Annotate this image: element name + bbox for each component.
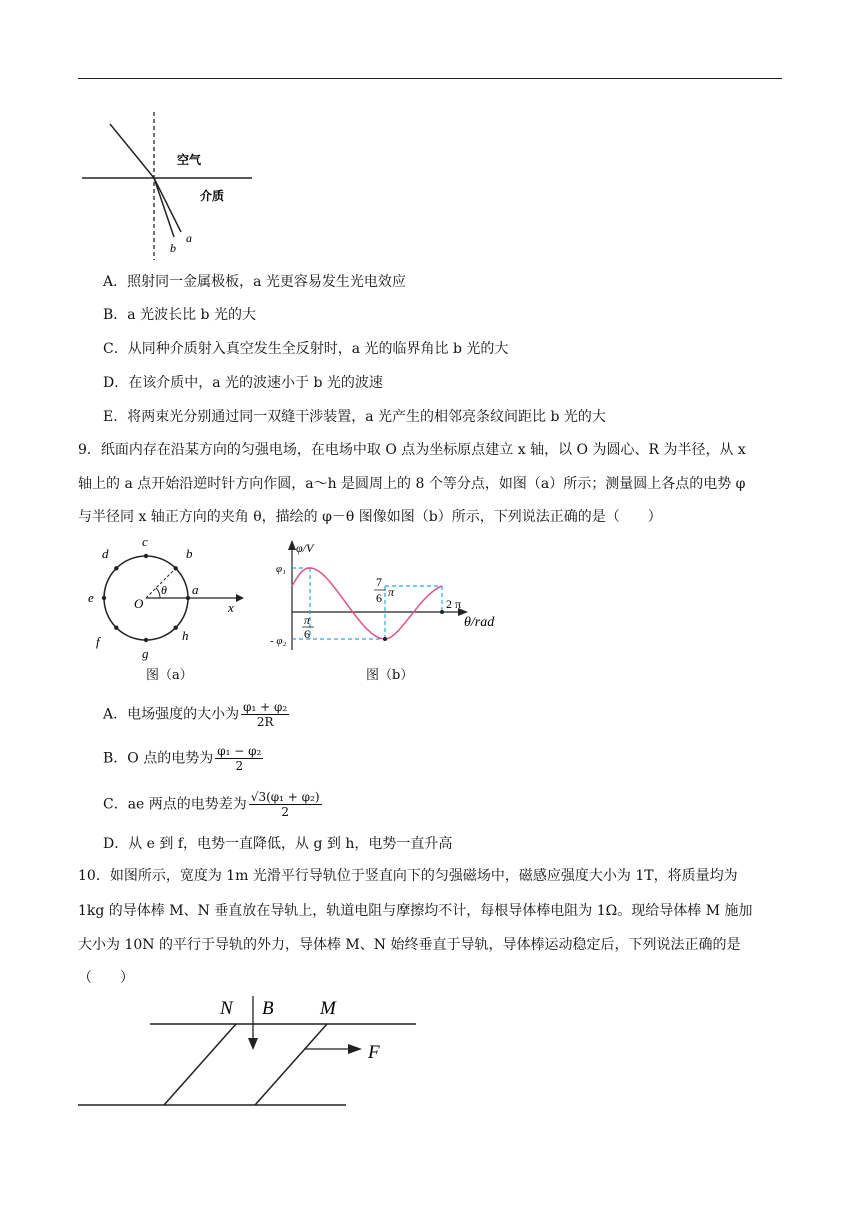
rails-figure [76, 992, 426, 1112]
svg-text:a: a [192, 582, 199, 597]
q9-option-c: C．ae 两点的电势差为 $\frac{\text{√3(φ₁ + φ₂)}}{2}$ [103, 790, 320, 819]
q9-stem-line3: 与半径同 x 轴正方向的夹角 θ，描绘的 φ－θ 图像如图（b）所示，下列说法正确的是（ ） [78, 509, 662, 525]
q9-option-b: B．O 点的电势为 $\frac{\text{φ₁ − φ₂}}{2}$ [103, 744, 262, 773]
svg-text:g: g [142, 646, 149, 661]
svg-text:π: π [388, 585, 395, 599]
svg-text:π: π [304, 613, 311, 627]
ray-b-label: b [170, 241, 176, 255]
q8-option-c: C．从同种介质射入真空发生全反射时，a 光的临界角比 b 光的大 [103, 341, 509, 357]
q9-option-d: D．从 e 到 f，电势一直降低，从 g 到 h，电势一直升高 [103, 836, 453, 852]
figure-a-caption: 图（a） [146, 668, 193, 683]
svg-text:6: 6 [376, 591, 382, 605]
svg-text:N: N [220, 998, 233, 1019]
medium-label: 介质 [200, 189, 225, 203]
svg-text:B: B [262, 998, 274, 1019]
q8-option-a: A．照射同一金属极板，a 光更容易发生光电效应 [103, 274, 406, 290]
q9-stem-line1: 9．纸面内存在沿某方向的匀强电场，在电场中取 O 点为坐标原点建立 x 轴，以 O 为圆心、R 为半径，从 x [78, 442, 746, 458]
ray-a-label: a [186, 231, 192, 245]
svg-text:θ/rad: θ/rad [464, 615, 495, 630]
svg-text:h: h [182, 628, 189, 643]
q8-option-e: E．将两束光分别通过同一双缝干涉装置，a 光产生的相邻亮条纹间距比 b 光的大 [103, 409, 606, 425]
q8-option-b: B．a 光波长比 b 光的大 [103, 307, 256, 323]
svg-text:2 π: 2 π [446, 597, 462, 611]
svg-text:θ: θ [161, 583, 167, 597]
svg-text:d: d [102, 546, 109, 561]
q8-option-d: D．在该介质中，a 光的波速小于 b 光的波速 [103, 375, 383, 391]
q9-stem-line2: 轴上的 a 点开始沿逆时针方向作圆，a～h 是圆周上的 8 个等分点，如图（a）所示；测量圆上各点的电势 φ [78, 476, 746, 492]
q9-option-a: A．电场强度的大小为 $\frac{\text{φ₁ + φ₂}}{2R}$ [103, 700, 288, 729]
figure-b-caption: 图（b） [366, 668, 414, 683]
svg-text:f: f [96, 634, 100, 649]
svg-text:- φ₂: - φ₂ [270, 635, 287, 647]
svg-text:e: e [88, 590, 94, 605]
figure-a-circle [86, 532, 256, 664]
refraction-figure [82, 112, 252, 262]
svg-text:O: O [134, 596, 144, 611]
svg-text:b: b [186, 546, 193, 561]
svg-text:M: M [320, 998, 336, 1019]
svg-text:7: 7 [376, 575, 382, 589]
svg-text:6: 6 [304, 627, 310, 641]
q10-stem-line3: 大小为 10N 的平行于导轨的外力，导体棒 M、N 始终垂直于导轨，导体棒运动稳定后，下列说法正确的是 [78, 937, 741, 953]
q10-stem-line4: （ ） [78, 970, 134, 986]
air-label: 空气 [177, 153, 202, 167]
q10-stem-line2: 1kg 的导体棒 M、N 垂直放在导轨上，轨道电阻与摩擦均不计，每根导体棒电阻为 1Ω。现给导体棒 M 施加 [78, 903, 753, 919]
header-rule [78, 78, 782, 79]
svg-text:F: F [368, 1042, 380, 1063]
q10-stem-line1: 10．如图所示，宽度为 1m 光滑平行导轨位于竖直向下的匀强磁场中，磁感应强度大小为 1T，将质量均为 [78, 868, 738, 884]
svg-text:c: c [142, 534, 148, 549]
figure-b-graph [270, 538, 510, 656]
svg-text:φ₁: φ₁ [276, 563, 286, 575]
svg-text:φ/V: φ/V [296, 541, 314, 555]
svg-text:x: x [228, 600, 234, 615]
